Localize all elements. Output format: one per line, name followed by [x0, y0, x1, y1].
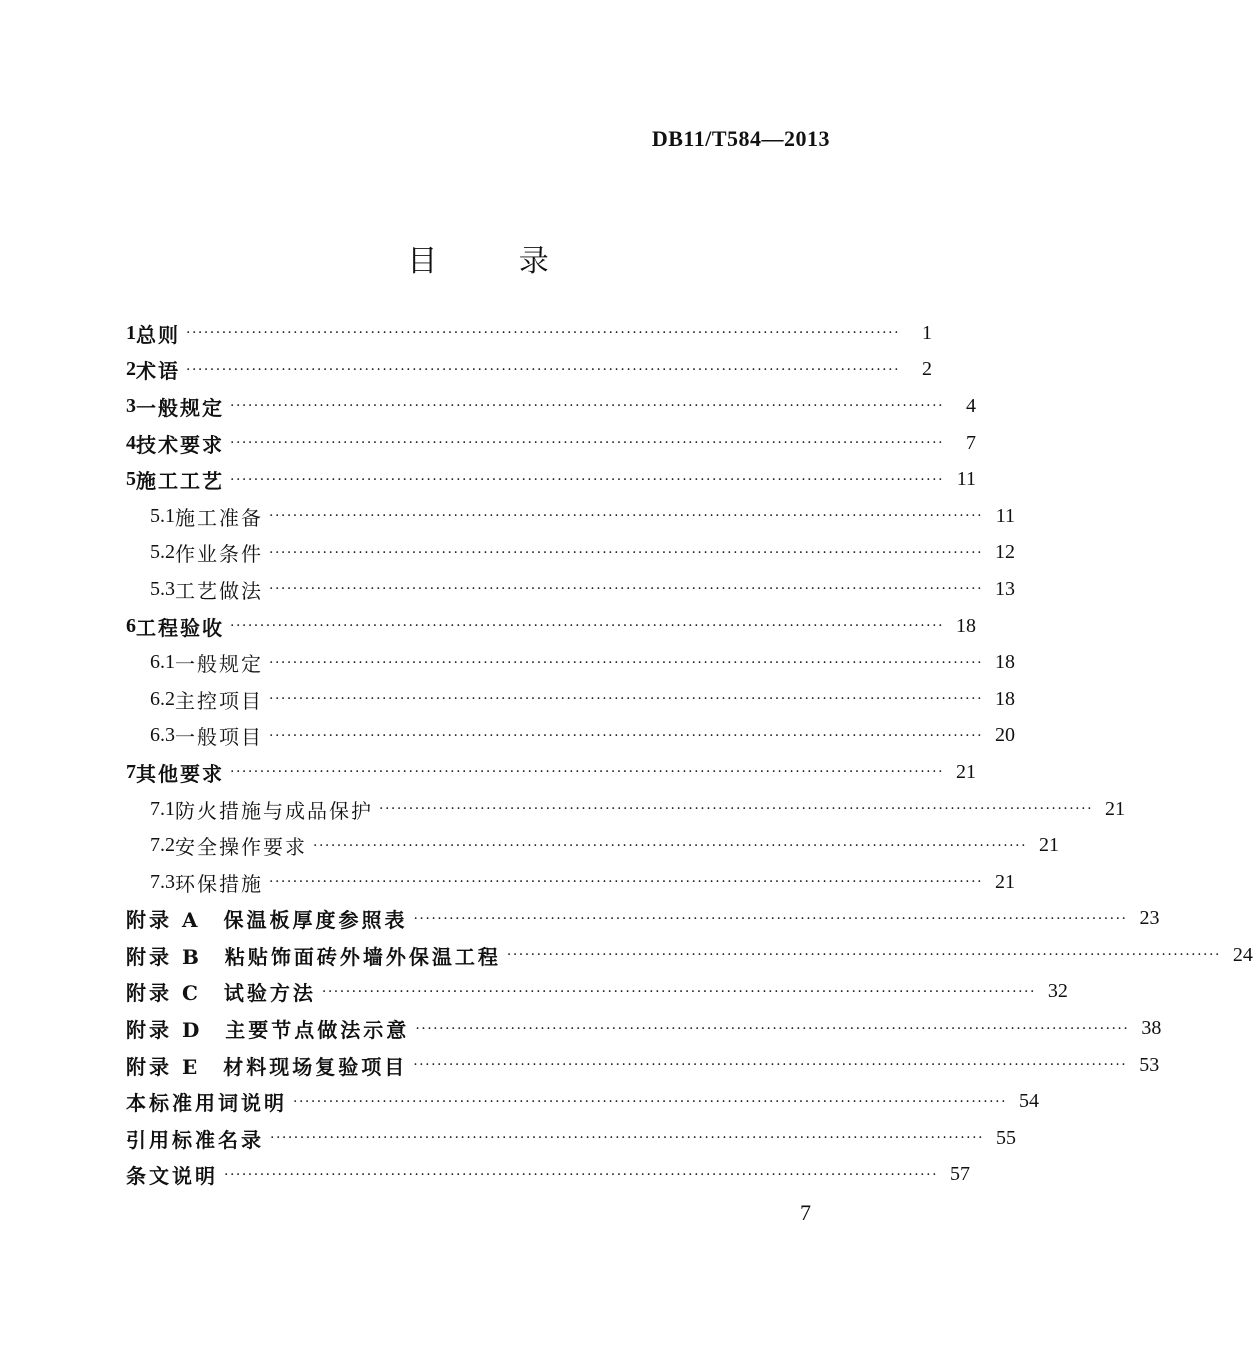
toc-dot-leader: ························································································································	[293, 1093, 1008, 1110]
toc-entry-page: 18	[995, 687, 1016, 710]
toc-entry	[126, 1010, 1162, 1047]
toc-entry-number: 5.1	[150, 504, 175, 527]
toc-entry-page: 4	[966, 394, 977, 417]
toc-dot-leader: ························································································································	[186, 325, 901, 342]
page-number: 7	[800, 1200, 811, 1225]
toc-entry-label: 本标准用词说明	[126, 1091, 287, 1116]
toc-entry	[126, 681, 1016, 718]
toc-dot-leader: ························································································································	[269, 654, 984, 671]
toc-entry-number: 6	[126, 614, 136, 637]
toc-dot-leader: ························································································································	[415, 1020, 1130, 1037]
toc-entry-label: 术语	[136, 359, 180, 384]
toc-entry-label: 环保措施	[175, 871, 263, 896]
toc-dot-leader: ························································································································	[269, 581, 984, 598]
toc-entry	[126, 352, 933, 389]
toc-entry-label: 作业条件	[175, 542, 263, 567]
toc-entry-page: 21	[1105, 797, 1126, 820]
toc-entry-page: 54	[1019, 1090, 1040, 1113]
toc-entry-page: 23	[1139, 907, 1160, 930]
toc-entry-label: 工艺做法	[175, 578, 263, 603]
toc-entry	[126, 901, 1160, 938]
toc-entry-number: 7.1	[150, 797, 175, 820]
toc-title: 目 录	[407, 244, 585, 279]
toc-entry-label: 引用标准名录	[126, 1127, 264, 1152]
toc-entry-page: 7	[966, 431, 977, 454]
toc-dot-leader: ························································································································	[230, 618, 945, 635]
toc-dot-leader: ························································································································	[313, 837, 1028, 854]
toc-dot-leader: ························································································································	[413, 910, 1128, 927]
toc-entry-page: 11	[995, 504, 1016, 527]
toc-entry-number: 7.3	[150, 870, 175, 893]
toc-entry	[126, 754, 977, 791]
toc-entry	[126, 608, 977, 645]
toc-entry-label: 附录 C 试验方法	[126, 981, 316, 1006]
toc-entry-number: 2	[126, 358, 136, 381]
toc-entry-page: 18	[995, 651, 1016, 674]
toc-entry	[126, 425, 977, 462]
toc-dot-leader: ························································································································	[230, 764, 945, 781]
toc-entry-number: 1	[126, 321, 136, 344]
toc-entry	[126, 315, 933, 352]
toc-entry-number: 6.2	[150, 687, 175, 710]
toc-entry-number: 5	[126, 468, 136, 491]
toc-entry-label: 条文说明	[126, 1164, 218, 1189]
toc-entry-label: 一般规定	[136, 395, 224, 420]
toc-entry-page: 13	[995, 577, 1016, 600]
toc-entry-page: 53	[1139, 1053, 1160, 1076]
toc-entry-number: 5.3	[150, 577, 175, 600]
toc-dot-leader: ························································································································	[270, 1130, 985, 1147]
toc-entry-number: 4	[126, 431, 136, 454]
toc-entry-label: 其他要求	[136, 761, 224, 786]
toc-entry-page: 2	[922, 358, 933, 381]
toc-entry	[126, 1047, 1160, 1084]
toc-entry	[126, 827, 1060, 864]
toc-entry-label: 附录 D 主要节点做法示意	[126, 1018, 410, 1043]
toc-entry-number: 7.2	[150, 834, 175, 857]
toc-entry-label: 技术要求	[136, 432, 224, 457]
toc-entry-label: 安全操作要求	[175, 835, 307, 860]
toc-dot-leader: ························································································································	[230, 471, 945, 488]
toc-entry	[126, 974, 1068, 1011]
toc-entry-page: 24	[1232, 943, 1253, 966]
toc-entry-page: 12	[995, 541, 1016, 564]
toc-entry	[126, 644, 1016, 681]
toc-entry-label: 施工工艺	[136, 469, 224, 494]
toc-entry	[126, 864, 1016, 901]
toc-entry-number: 5.2	[150, 541, 175, 564]
toc-entry-label: 总则	[136, 322, 180, 347]
toc-dot-leader: ························································································································	[506, 947, 1221, 964]
toc-dot-leader: ························································································································	[269, 691, 984, 708]
toc-entry	[126, 1157, 971, 1194]
toc-entry-page: 1	[922, 321, 933, 344]
toc-entry-label: 一般规定	[175, 652, 263, 677]
toc-entry	[126, 571, 1016, 608]
toc-entry-label: 主控项目	[175, 688, 263, 713]
toc-entry-label: 附录 B 粘贴饰面砖外墙外保温工程	[126, 944, 501, 969]
toc-entry	[126, 388, 977, 425]
toc-dot-leader: ························································································································	[186, 361, 901, 378]
toc-entry-label: 附录 E 材料现场复验项目	[126, 1054, 408, 1079]
toc-entry	[126, 1083, 1040, 1120]
toc-entry	[126, 498, 1016, 535]
toc-entry-page: 21	[956, 760, 977, 783]
document-code: DB11/T584—2013	[651, 126, 830, 151]
toc-entry-number: 3	[126, 394, 136, 417]
toc-entry-page: 55	[996, 1126, 1017, 1149]
toc-dot-leader: ························································································································	[269, 508, 984, 525]
toc-entry-number: 6.1	[150, 651, 175, 674]
toc-entry	[126, 937, 1253, 974]
table-of-contents	[126, 315, 1253, 1193]
toc-dot-leader: ························································································································	[269, 727, 984, 744]
toc-entry-label: 防火措施与成品保护	[175, 798, 373, 823]
toc-entry-page: 18	[956, 614, 977, 637]
toc-entry-number: 7	[126, 760, 136, 783]
toc-entry	[126, 461, 977, 498]
toc-entry-page: 32	[1047, 980, 1068, 1003]
toc-entry-page: 20	[995, 724, 1016, 747]
toc-entry-page: 57	[950, 1163, 971, 1186]
toc-dot-leader: ························································································································	[230, 435, 945, 452]
toc-dot-leader: ························································································································	[269, 544, 984, 561]
toc-entry-label: 工程验收	[136, 615, 224, 640]
toc-entry-number: 6.3	[150, 724, 175, 747]
toc-entry-label: 一般项目	[175, 725, 263, 750]
toc-entry	[126, 791, 1126, 828]
toc-entry-page: 38	[1141, 1017, 1162, 1040]
toc-entry-page: 11	[956, 468, 977, 491]
toc-dot-leader: ························································································································	[413, 1057, 1128, 1074]
toc-dot-leader: ························································································································	[224, 1166, 939, 1183]
toc-entry-page: 21	[995, 870, 1016, 893]
toc-dot-leader: ························································································································	[379, 801, 1094, 818]
toc-entry-label: 附录 A 保温板厚度参照表	[126, 908, 408, 933]
toc-dot-leader: ························································································································	[269, 874, 984, 891]
toc-entry	[126, 535, 1016, 572]
toc-entry-label: 施工准备	[175, 505, 263, 530]
toc-entry-page: 21	[1039, 834, 1060, 857]
toc-entry	[126, 718, 1016, 755]
toc-entry	[126, 1120, 1017, 1157]
toc-dot-leader: ························································································································	[230, 398, 945, 415]
toc-dot-leader: ························································································································	[321, 983, 1036, 1000]
